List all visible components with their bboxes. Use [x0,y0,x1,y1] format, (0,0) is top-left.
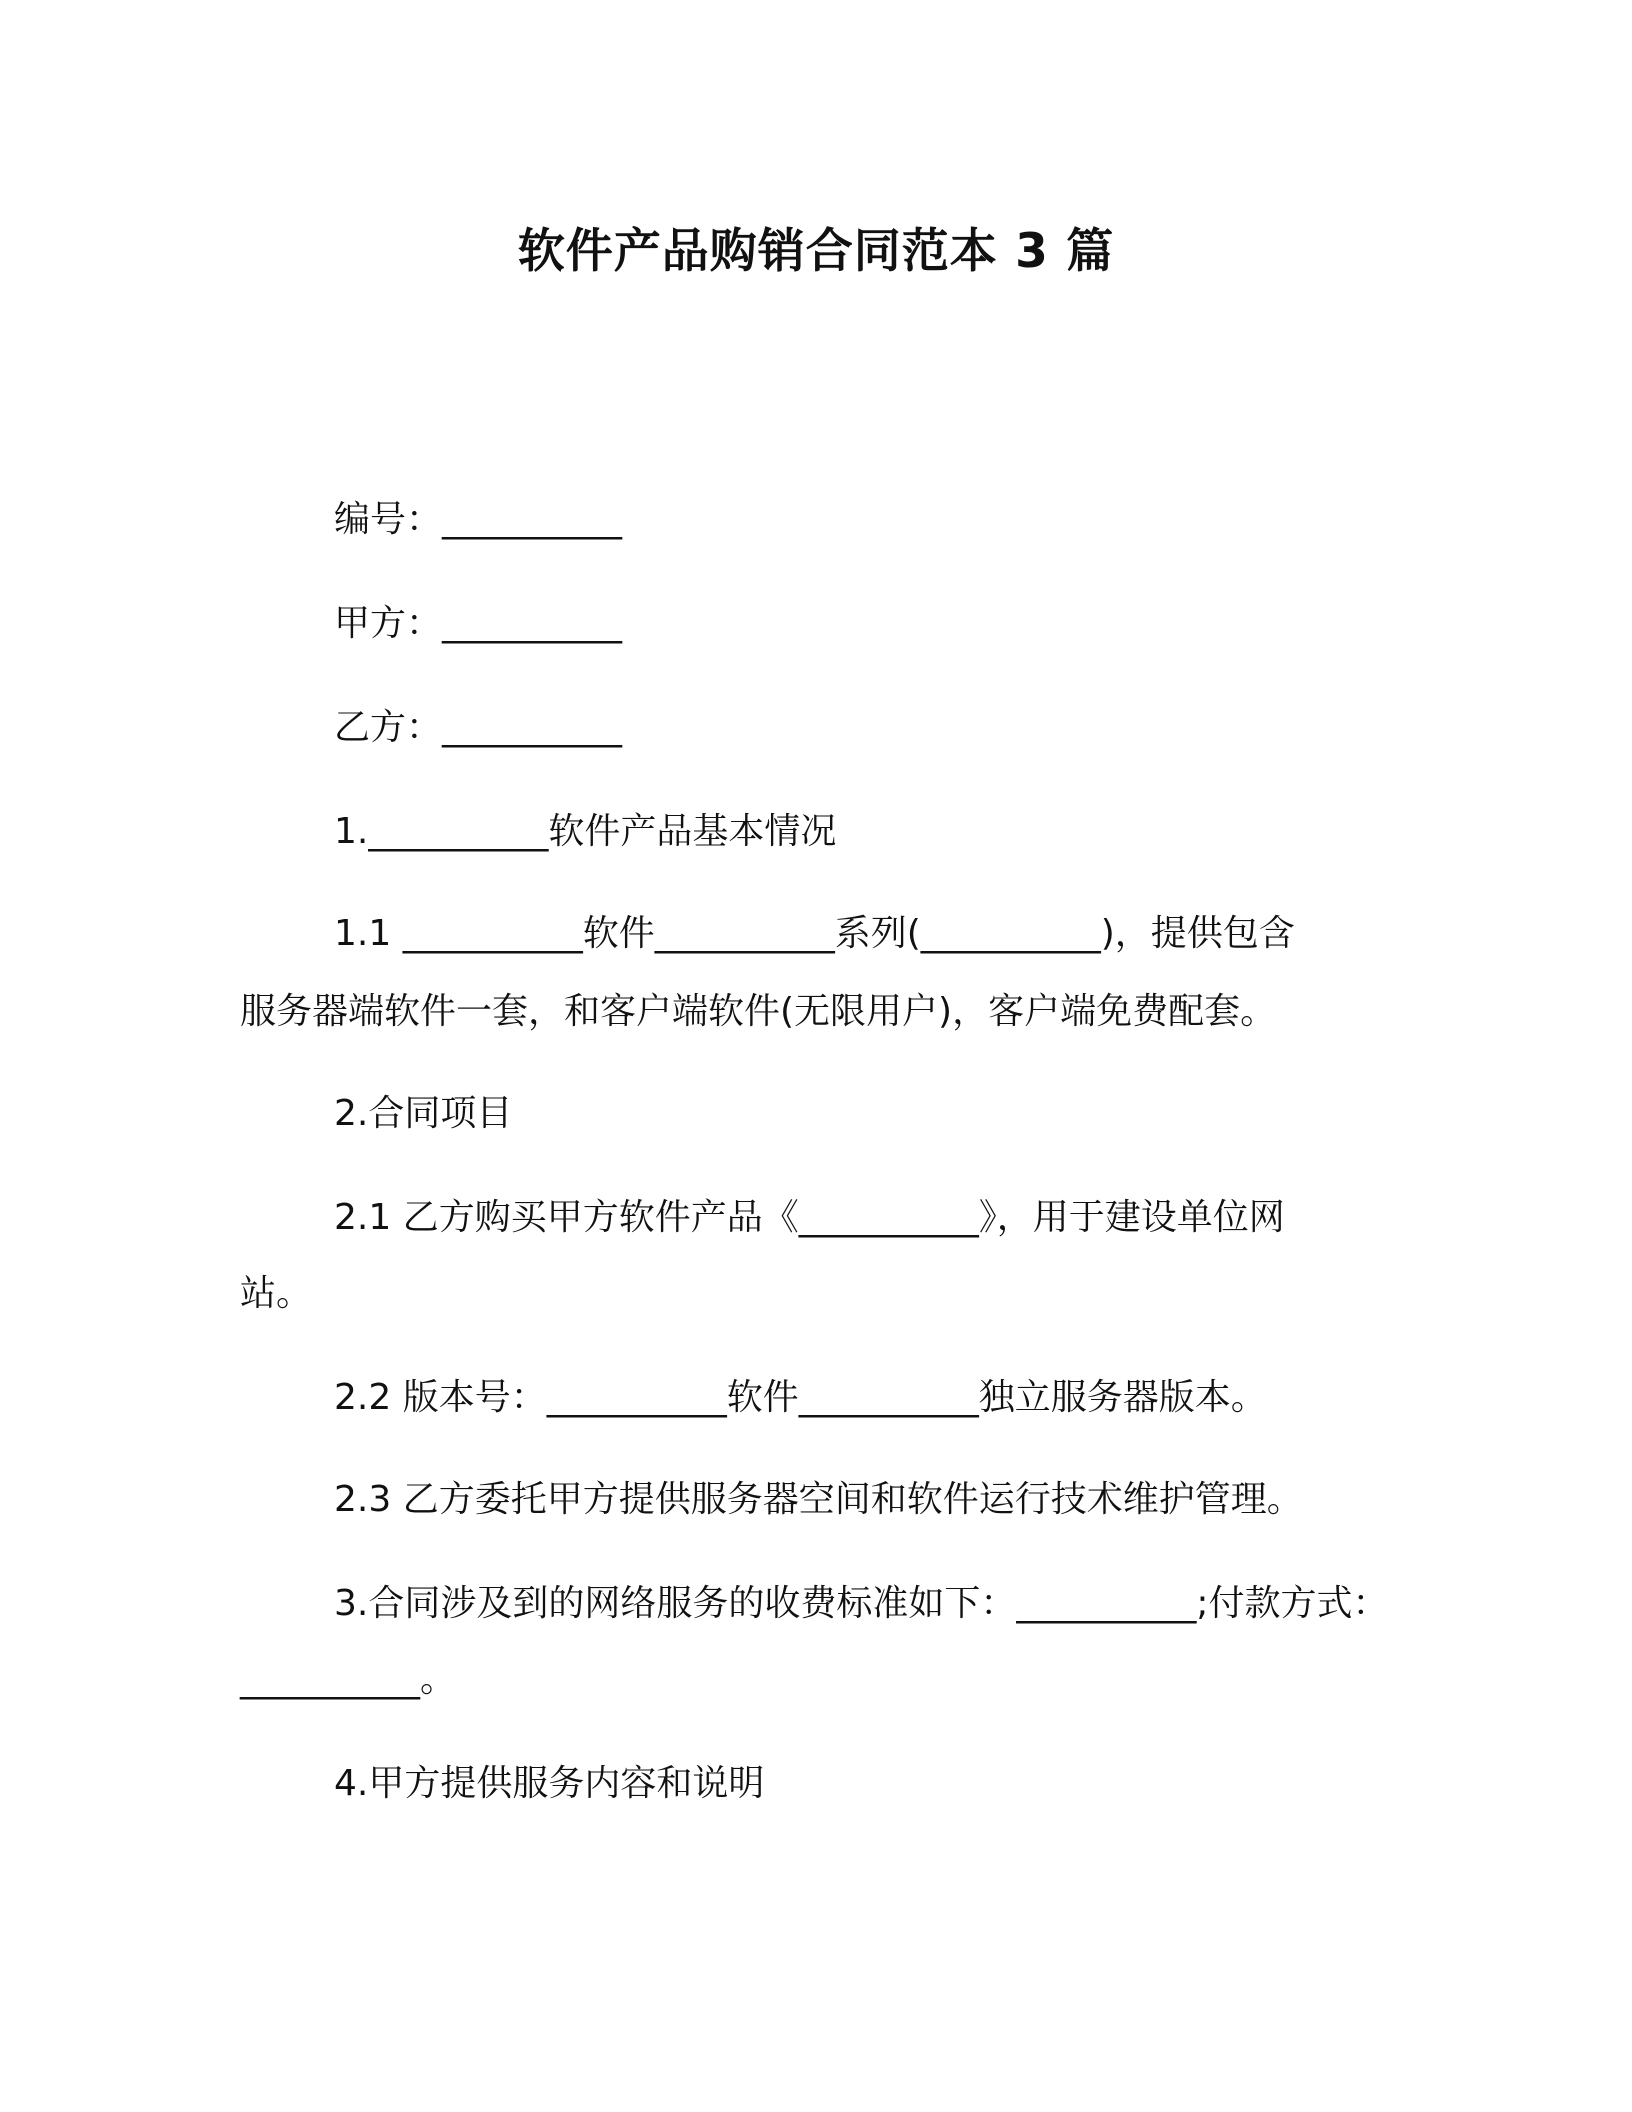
section-1-heading: 1.__________软件产品基本情况 [334,811,837,852]
contract-number-line: 编号：__________ [334,499,623,540]
clause-2-1-line-1: 2.1 乙方购买甲方软件产品《__________》，用于建设单位网 [334,1197,1285,1238]
clause-1-1-line-1: 1.1 __________软件__________系列(__________)，提供包含 [334,913,1295,954]
clause-2-2-line: 2.2 版本号：__________软件__________独立服务器版本。 [334,1377,1267,1418]
section-3-line-1: 3.合同涉及到的网络服务的收费标准如下：__________;付款方式： [334,1583,1389,1624]
clause-1-1-line-2: 服务器端软件一套，和客户端软件(无限用户)，客户端免费配套。 [240,991,1277,1032]
party-a-line: 甲方：__________ [334,603,623,644]
clause-2-1-line-2: 站。 [240,1273,313,1314]
section-3-line-2: __________。 [240,1659,457,1700]
clause-2-3-line: 2.3 乙方委托甲方提供服务器空间和软件运行技术维护管理。 [334,1479,1303,1520]
document-title: 软件产品购销合同范本 3 篇 [517,224,1115,279]
party-b-line: 乙方：__________ [334,707,623,748]
section-4-heading: 4.甲方提供服务内容和说明 [334,1763,765,1804]
section-2-heading: 2.合同项目 [334,1093,513,1134]
